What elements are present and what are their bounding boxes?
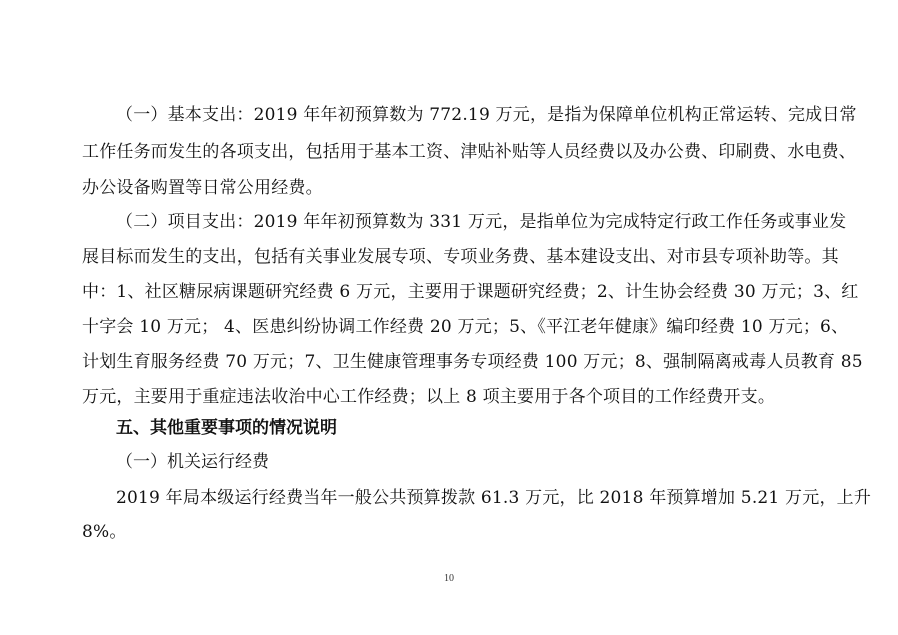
project-expense-line-4: 十字会 10 万元； 4、医患纠纷协调工作经费 20 万元；5、《平江老年健康》编印经费 10 万元；6、 [82,317,849,337]
project-expense-line-3: 中：1、社区糖尿病课题研究经费 6 万元，主要用于课题研究经费；2、计生协会经费 30 万元；3、红 [82,282,859,302]
project-expense-line-5: 计划生育服务经费 70 万元；7、卫生健康管理事务专项经费 100 万元；8、强制隔离戒毒人员教育 85 [82,352,863,372]
page-number: 10 [444,573,454,584]
basic-expense-line-1: （一）基本支出：2019 年年初预算数为 772.19 万元，是指为保障单位机构正常运转、完成日常 [116,105,857,125]
project-expense-line-2: 展目标而发生的支出，包括有关事业发展专项、专项业务费、基本建设支出、对市县专项补助等。其 [82,247,839,267]
section-five-heading: 五、其他重要事项的情况说明 [116,418,337,438]
operating-cost-subheading: （一）机关运行经费 [116,452,269,472]
operating-cost-line-1: 2019 年局本级运行经费当年一般公共预算拨款 61.3 万元，比 2018 年预算增加 5.21 万元，上升 [116,488,872,508]
project-expense-line-1: （二）项目支出：2019 年年初预算数为 331 万元，是指单位为完成特定行政工作任务或事业发 [116,212,847,232]
basic-expense-line-3: 办公设备购置等日常公用经费。 [82,178,323,198]
basic-expense-line-2: 工作任务而发生的各项支出，包括用于基本工资、津贴补贴等人员经费以及办公费、印刷费、水电费、 [82,142,856,162]
project-expense-line-6: 万元，主要用于重症违法收治中心工作经费；以上 8 项主要用于各个项目的工作经费开支。 [82,387,776,407]
operating-cost-line-2: 8%。 [82,522,127,542]
